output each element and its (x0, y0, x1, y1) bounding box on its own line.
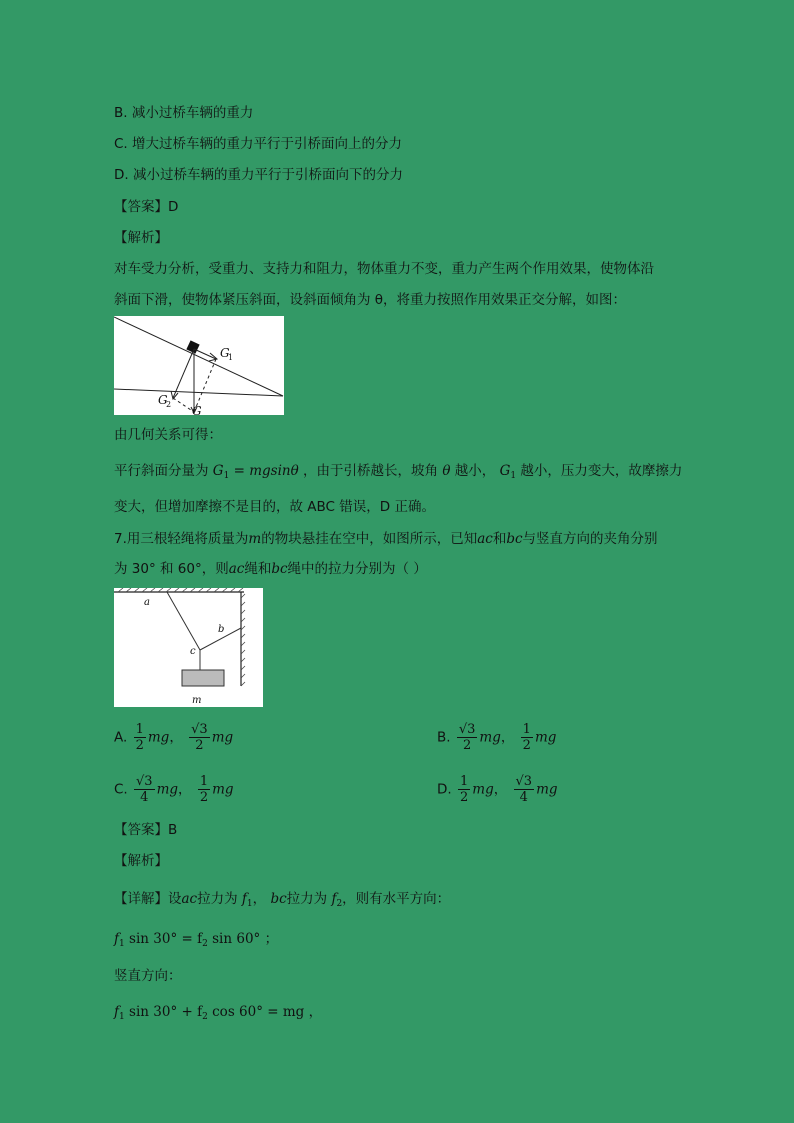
q7-answer: 【答案】B (114, 822, 178, 838)
option-b-prev: B. 减小过桥车辆的重力 (114, 105, 254, 121)
f2-symbol: $f_2$ (331, 891, 343, 909)
incline-surface (114, 317, 283, 396)
ac-symbol: ac (477, 531, 493, 547)
ground-line (114, 389, 283, 396)
q7-stem-line1: 7.用三根轻绳将质量为m的物块悬挂在空中，如图所示，已知ac和bc与竖直方向的夹角分别 (114, 531, 658, 547)
equation-horizontal: $f_1$ $\sin 30^\circ = f_2$ sin 60° ； (114, 931, 279, 949)
label-a: a (144, 597, 150, 608)
q6-conclusion-line2: 变大，但增加摩擦不是目的，故 ABC 错误，D 正确。 (114, 499, 435, 515)
q6-geometry-line: 由几何关系可得： (114, 427, 222, 443)
label-g1-sub: 1 (228, 353, 234, 362)
option-d-prev: D. 减小过桥车辆的重力平行于引桥面向下的分力 (114, 167, 403, 183)
vertical-direction-label: 竖直方向： (114, 968, 182, 984)
incline-force-figure (114, 316, 284, 415)
label-g2-sub: 2 (166, 400, 172, 409)
q7-detail-line: 【详解】设ac拉力为 $f_1$， bc拉力为 $f_2$，则有水平方向： (114, 891, 451, 909)
option-d[interactable]: D. $\frac{1}{2}$ mg， $\frac{√3}{4}$ mg (437, 774, 558, 805)
incline-force-diagram (114, 316, 284, 415)
label-b: b (218, 624, 225, 635)
g2-arrow (173, 349, 194, 398)
q6-analysis-para1: 对车受力分析，受重力、支持力和阻力，物体重力不变，重力产生两个作用效果，使物体沿 (114, 261, 654, 277)
equation-vertical: $f_1$ $\sin 30^\circ + f_2$ cos 60° = mg ， (114, 1004, 323, 1022)
q6-analysis-para2: 斜面下滑，使物体紧压斜面，设斜面倾角为 θ，将重力按照作用效果正交分解，如图： (114, 292, 627, 308)
label-g2: G (158, 393, 168, 407)
q6-conclusion-line1: 平行斜面分量为 $G_1 = mgsin\theta$ ，由于引桥越长，坡角 θ 越小， $G_1$ 越小，压力变大，故摩擦力 (114, 463, 683, 481)
q7-analysis-label: 【解析】 (114, 853, 168, 869)
q7-stem-line2: 为 30° 和 60°，则ac绳和bc绳中的拉力分别为（ ） (114, 561, 427, 577)
conclusion-text-4: 越小，压力变大，故摩擦力 (520, 463, 683, 479)
mass-symbol: m (248, 531, 262, 547)
rope-diagram (114, 588, 263, 707)
option-c[interactable]: C. $\frac{√3}{4}$ mg， $\frac{1}{2}$ mg (114, 774, 234, 805)
wall-hatch (241, 594, 245, 686)
mass-block (182, 670, 224, 686)
g1-symbol-2: $G_1$ (499, 463, 517, 481)
option-a[interactable]: A. $\frac{1}{2}$ mg， $\frac{√3}{2}$ mg (114, 722, 234, 753)
label-g: G (192, 404, 202, 415)
g1-symbol: $G_1$ (212, 463, 230, 481)
q6-analysis-label: 【解析】 (114, 230, 168, 246)
label-c: c (190, 646, 196, 657)
option-c-prev: C. 增大过桥车辆的重力平行于引桥面向上的分力 (114, 136, 403, 152)
conclusion-equation: mgsinθ (249, 463, 299, 479)
label-m: m (192, 695, 202, 706)
q6-answer: 【答案】D (114, 199, 179, 215)
conclusion-text-2: ，由于引桥越长，坡角 (303, 463, 439, 479)
g1-arrow (194, 349, 216, 359)
conclusion-text-1: 平行斜面分量为 (114, 463, 209, 479)
bc-symbol: bc (506, 531, 523, 547)
option-b[interactable]: B. $\frac{√3}{2}$ mg， $\frac{1}{2}$ mg (437, 722, 557, 753)
rope-figure (114, 588, 263, 707)
label-g1: G (220, 346, 230, 360)
theta-symbol: θ (442, 463, 451, 479)
rope-ac (167, 592, 200, 650)
f1-symbol: $f_1$ (241, 891, 253, 909)
conclusion-text-3: 越小， (454, 463, 496, 479)
dashed-line-2 (173, 398, 194, 412)
